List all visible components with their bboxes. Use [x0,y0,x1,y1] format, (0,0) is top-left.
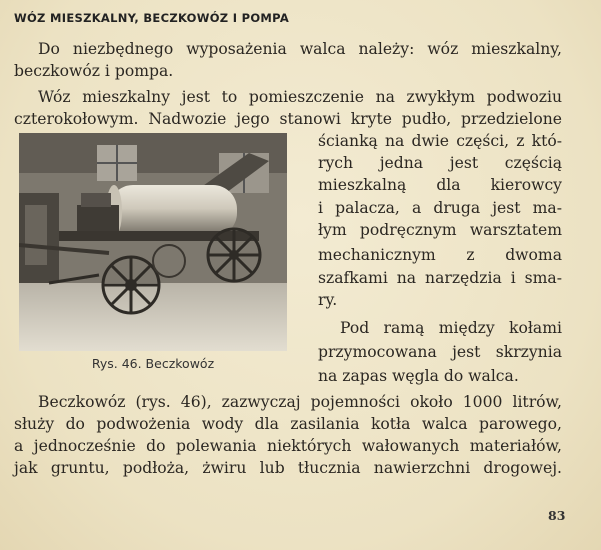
body-line: na zapas węgla do walca. [318,367,519,385]
body-line: ścianką na dwie części, z któ- [318,132,562,150]
figure-caption: Rys. 46. Beczkowóz [91,356,215,371]
water-cart-photo [19,133,287,351]
page-number: 83 [548,508,566,523]
body-line: łym podręcznym warsztatem [318,221,562,239]
body-line: służy do podwożenia wody dla zasilania kotła walca parowego, [14,415,562,433]
body-line: Beczkowóz (rys. 46), zazwyczaj pojemności około 1000 litrów, [38,393,562,411]
body-line: mieszkalną dla kierowcy [318,176,562,194]
body-line: przymocowana jest skrzynia [318,343,562,361]
body-line: Do niezbędnego wyposażenia walca należy: wóz mieszkalny, [38,40,562,58]
body-line: a jednocześnie do polewania niektórych wałowanych materiałów, [14,437,562,455]
body-line: ry. [318,291,338,309]
body-line: rych jedna jest częścią [318,154,562,172]
body-line: Pod ramą między kołami [340,319,562,337]
running-head: WÓZ MIESZKALNY, BECZKOWÓZ I POMPA [14,11,290,25]
body-line: i palacza, a druga jest ma- [318,199,562,217]
body-line: czterokołowym. Nadwozie jego stanowi kryte pudło, przedzielone [14,110,562,128]
body-line: beczkowóz i pompa. [14,62,174,80]
body-line: mechanicznym z dwoma [318,246,562,264]
body-line: szafkami na narzędzia i sma- [318,269,562,287]
water-cart-illustration [19,133,287,351]
body-line: Wóz mieszkalny jest to pomieszczenie na zwykłym podwoziu [38,88,562,106]
body-line: jak gruntu, podłoża, żwiru lub tłucznia nawierzchni drogowej. [14,459,562,477]
